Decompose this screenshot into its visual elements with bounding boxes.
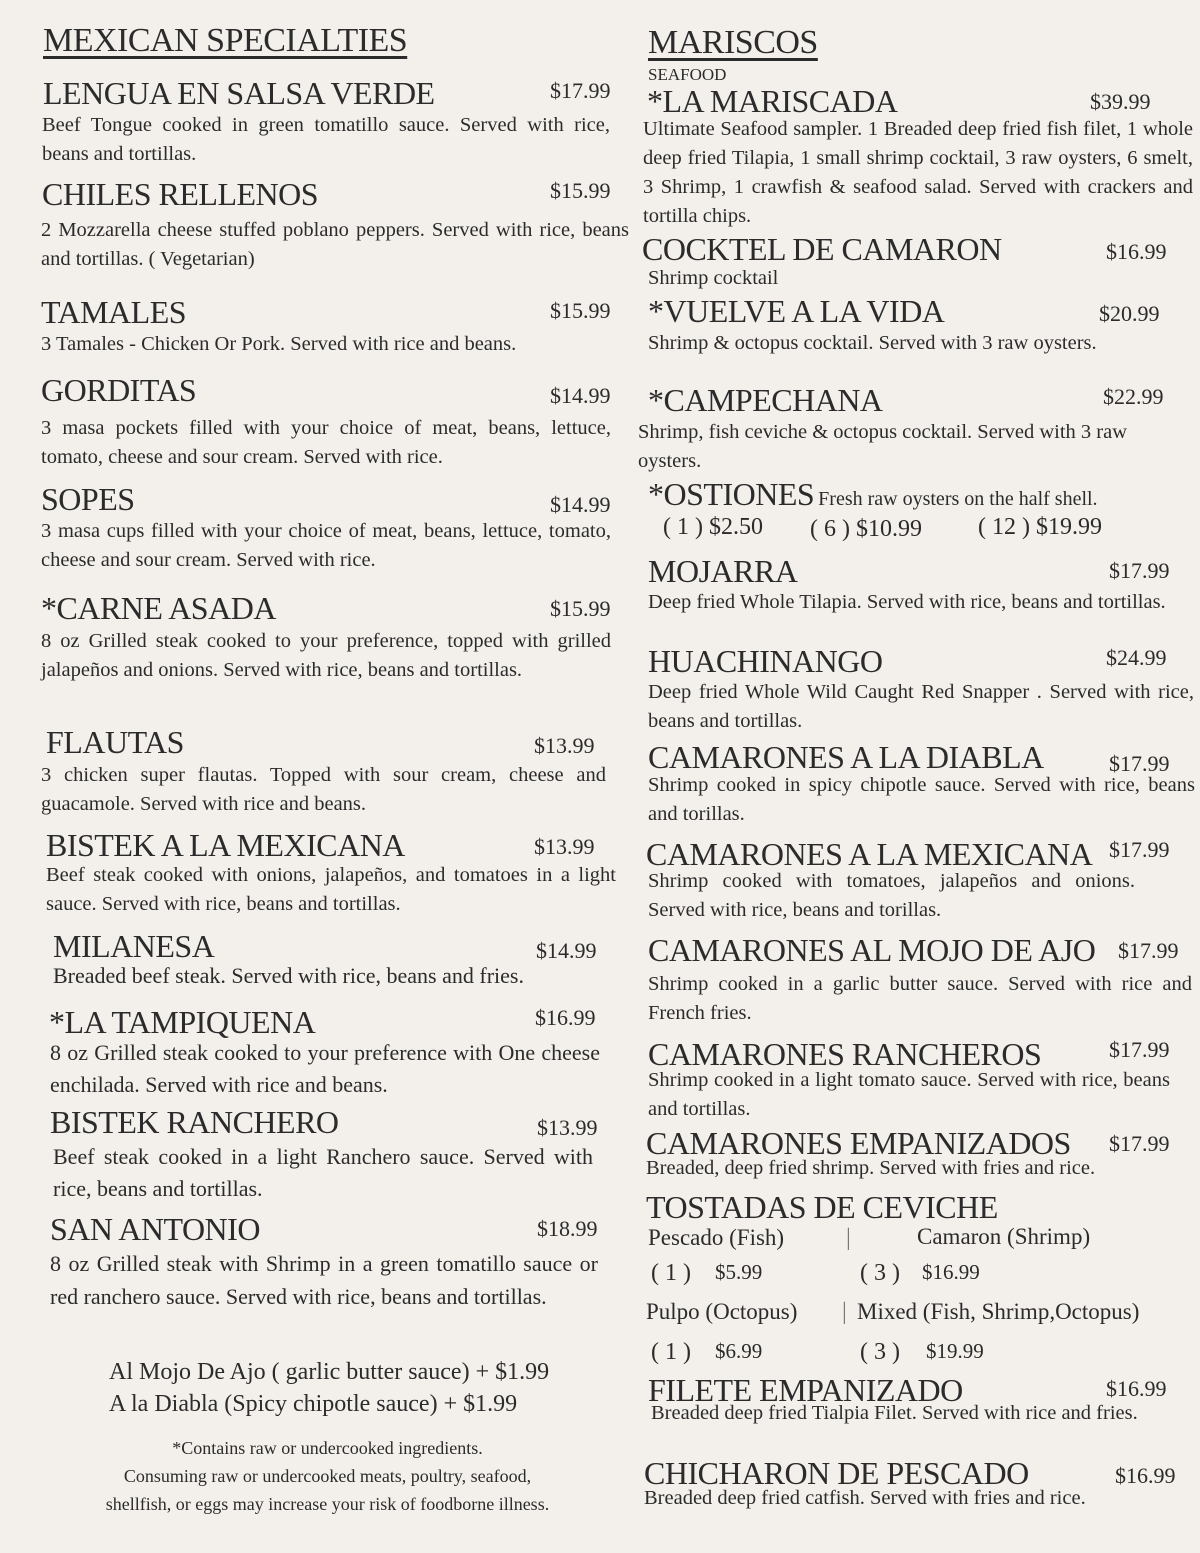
item-description: 8 oz Grilled steak cooked to your preference with One cheese enchilada. Served with rice and beans.: [50, 1040, 600, 1097]
item-name: CAMARONES RANCHEROS: [648, 1036, 1042, 1072]
item-price: $17.99: [1109, 558, 1170, 583]
item-price: $14.99: [550, 383, 611, 408]
item-description: Deep fried Whole Wild Caught Red Snapper . Served with rice, beans and tortillas.: [648, 681, 1194, 732]
addon-price: + $1.99: [443, 1391, 518, 1417]
addon-label: A la Diabla (Spicy chipotle sauce): [109, 1391, 438, 1417]
item-price: $18.99: [537, 1216, 598, 1241]
item-name: CAMARONES EMPANIZADOS: [646, 1125, 1071, 1161]
item-name: CAMARONES AL MOJO DE AJO: [648, 932, 1096, 968]
divider: |: [846, 1225, 851, 1251]
raw-food-disclaimer: [40, 1434, 615, 1518]
item-price: $16.99: [1106, 239, 1167, 264]
item-name: SOPES: [41, 481, 135, 517]
item-name: TAMALES: [41, 294, 187, 330]
item-description: Shrimp cooked in a light tomato sauce. Served with rice, beans and tortillas.: [648, 1069, 1170, 1120]
item-price: $17.99: [1109, 1037, 1170, 1062]
tostada-mixed-label: Mixed (Fish, Shrimp,Octopus): [857, 1299, 1140, 1324]
item-description: 3 Tamales - Chicken Or Pork. Served with rice and beans.: [41, 333, 517, 355]
item-name: TOSTADAS DE CEVICHE: [646, 1189, 998, 1225]
item-description: Breaded, deep fried shrimp. Served with fries and rice.: [646, 1157, 1096, 1179]
divider: |: [842, 1299, 847, 1325]
item-name: SAN ANTONIO: [50, 1211, 260, 1247]
section-subtitle-seafood: SEAFOOD: [648, 65, 727, 84]
disclaimer-line: *Contains raw or undercooked ingredients.: [172, 1438, 483, 1458]
item-price: $17.99: [1118, 938, 1179, 963]
item-name: FILETE EMPANIZADO: [648, 1372, 963, 1408]
disclaimer-line: Consuming raw or undercooked meats, poultry, seafood,: [123, 1466, 532, 1486]
tostada-octopus-qty: ( 1 ): [651, 1339, 691, 1365]
item-name: *LA MARISCADA: [647, 83, 898, 119]
item-price: $24.99: [1106, 645, 1167, 670]
item-description: 3 masa pockets filled with your choice of meat, beans, lettuce, tomato, cheese and sour cream. Served with rice.: [41, 417, 611, 468]
item-description: 2 Mozzarella cheese stuffed poblano peppers. Served with rice, beans and tortillas. ( Vegetarian): [41, 219, 629, 270]
item-name: *LA TAMPIQUENA: [49, 1004, 316, 1040]
item-name: CAMARONES A LA DIABLA: [648, 739, 1044, 775]
section-title-mariscos: MARISCOS: [648, 24, 818, 61]
item-price: $16.99: [1115, 1463, 1176, 1488]
item-name: *VUELVE A LA VIDA: [648, 293, 945, 329]
item-name: CHICHARON DE PESCADO: [644, 1455, 1029, 1491]
item-name: MOJARRA: [648, 553, 798, 589]
item-price: $17.99: [550, 78, 611, 103]
tostada-fish-price: $5.99: [715, 1260, 763, 1284]
item-name: *OSTIONES: [648, 476, 815, 512]
item-name: CAMARONES A LA MEXICANA: [646, 836, 1093, 872]
item-name: *CAMPECHANA: [648, 382, 883, 418]
item-description: Beef Tongue cooked in green tomatillo sauce. Served with rice, beans and tortillas.: [42, 114, 610, 165]
item-description: Deep fried Whole Tilapia. Served with rice, beans and tortillas.: [648, 591, 1166, 613]
item-name: BISTEK A LA MEXICANA: [46, 827, 405, 863]
item-price: $14.99: [536, 938, 597, 963]
item-description: Shrimp cooked with tomatoes, jalapeños and onions. Served with rice, beans and torillas.: [648, 870, 1135, 921]
item-description: Beef steak cooked in a light Ranchero sauce. Served with rice, beans and tortillas.: [53, 1144, 593, 1201]
item-price: $13.99: [537, 1115, 598, 1140]
item-name: FLAUTAS: [46, 724, 184, 760]
item-price: $17.99: [1109, 1131, 1170, 1156]
item-price: $17.99: [1109, 751, 1170, 776]
item-price: $15.99: [550, 596, 611, 621]
item-description: Breaded deep fried catfish. Served with fries and rice.: [644, 1487, 1086, 1509]
item-name: LENGUA EN SALSA VERDE: [43, 75, 435, 111]
item-description: 3 masa cups filled with your choice of meat, beans, lettuce, tomato, cheese and sour cream. Served with rice.: [41, 520, 611, 571]
item-description: Shrimp cooked in spicy chipotle sauce. Served with rice, beans and torillas.: [648, 774, 1195, 825]
tostada-octopus-label: Pulpo (Octopus): [646, 1299, 798, 1324]
item-price: $16.99: [1106, 1376, 1167, 1401]
item-name: BISTEK RANCHERO: [50, 1104, 339, 1140]
tostada-mixed-price: $19.99: [926, 1339, 984, 1363]
item-name: MILANESA: [53, 928, 215, 964]
item-description: 8 oz Grilled steak cooked to your preference, topped with grilled jalapeños and onions. Served with rice, beans and tortillas.: [41, 630, 611, 681]
item-price: $22.99: [1103, 384, 1164, 409]
item-price: $39.99: [1090, 89, 1151, 114]
item-description: 8 oz Grilled steak with Shrimp in a green tomatillo sauce or red ranchero sauce. Served with rice, beans and tortillas.: [50, 1251, 598, 1309]
item-price: $15.99: [550, 298, 611, 323]
item-price: $20.99: [1099, 301, 1160, 326]
item-name: *CARNE ASADA: [41, 590, 276, 626]
item-price: $16.99: [535, 1005, 596, 1030]
tostada-shrimp-label: Camaron (Shrimp): [917, 1224, 1091, 1249]
addon-label: Al Mojo De Ajo ( garlic butter sauce): [109, 1359, 470, 1385]
ostiones-option-6: ( 6 ) $10.99: [810, 516, 922, 542]
tostada-mixed-qty: ( 3 ): [860, 1339, 900, 1365]
item-price: $15.99: [550, 178, 611, 203]
section-title-mexican: MEXICAN SPECIALTIES: [43, 22, 408, 59]
disclaimer-line: shellfish, or eggs may increase your risk of foodborne illness.: [105, 1494, 550, 1514]
item-description: 3 chicken super flautas. Topped with sour cream, cheese and guacamole. Served with rice and beans.: [41, 764, 606, 815]
item-description: Breaded deep fried Tialpia Filet. Served with rice and fries.: [651, 1402, 1138, 1424]
item-description: Shrimp & octopus cocktail. Served with 3 raw oysters.: [648, 332, 1097, 354]
item-name: COCKTEL DE CAMARON: [642, 231, 1002, 267]
item-description: Shrimp cocktail: [648, 267, 779, 289]
item-price: $14.99: [550, 492, 611, 517]
ostiones-option-1: ( 1 ) $2.50: [663, 514, 763, 540]
item-description: Breaded beef steak. Served with rice, beans and fries.: [53, 963, 524, 988]
item-price: $13.99: [534, 834, 595, 859]
item-name: HUACHINANGO: [648, 643, 883, 679]
item-description: Fresh raw oysters on the half shell.: [818, 488, 1098, 510]
addon-mojo-de-ajo: [109, 1359, 549, 1386]
addon-price: + $1.99: [475, 1359, 550, 1385]
tostada-shrimp-qty: ( 3 ): [860, 1260, 900, 1286]
tostada-fish-label: Pescado (Fish): [648, 1225, 785, 1250]
addon-diabla: [109, 1391, 517, 1418]
item-name: CHILES RELLENOS: [42, 176, 319, 212]
item-description: Shrimp cooked in a garlic butter sauce. Served with rice and French fries.: [648, 973, 1192, 1024]
tostada-shrimp-price: $16.99: [922, 1260, 980, 1284]
item-name: GORDITAS: [41, 372, 197, 408]
item-description: Beef steak cooked with onions, jalapeños, and tomatoes in a light sauce. Served with rice, beans and tortillas.: [46, 864, 616, 915]
tostada-fish-qty: ( 1 ): [651, 1260, 691, 1286]
item-price: $13.99: [534, 733, 595, 758]
item-description: Shrimp, fish ceviche & octopus cocktail. Served with 3 raw oysters.: [638, 421, 1128, 472]
tostada-octopus-price: $6.99: [715, 1339, 763, 1363]
item-description: Ultimate Seafood sampler. 1 Breaded deep fried fish filet, 1 whole deep fried Tilapia, 1 small shrimp cocktail, 3 raw oysters, 6 smelt, 3 Shrimp, 1 crawfish & seafood salad. Served with crackers and tortilla chips.: [643, 118, 1193, 227]
item-price: $17.99: [1109, 837, 1170, 862]
ostiones-option-12: ( 12 ) $19.99: [978, 514, 1102, 540]
